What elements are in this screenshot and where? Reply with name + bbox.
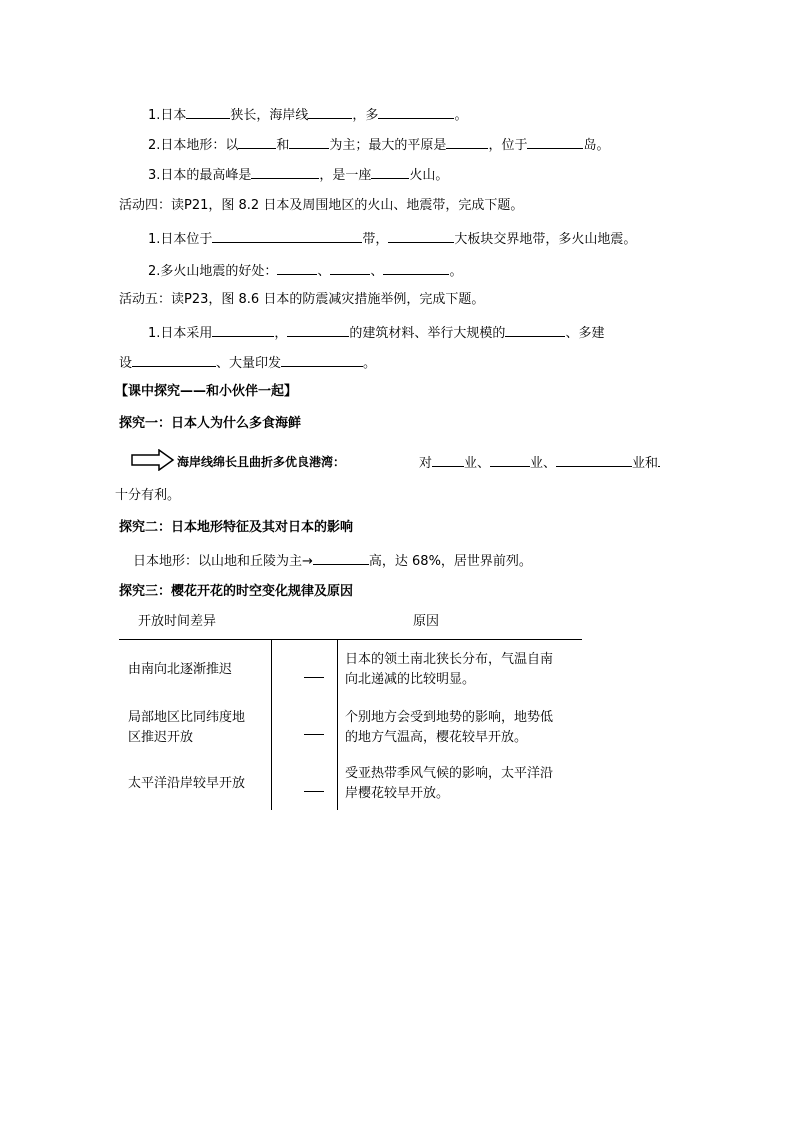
activity-5-q1-line2	[119, 354, 376, 372]
blank[interactable]	[383, 262, 449, 275]
a5q1-text-c: 的建筑材料、举行大规模的	[349, 326, 506, 341]
question-3	[148, 166, 448, 184]
a5q1-text-e: 设	[119, 356, 133, 371]
blank[interactable]	[330, 262, 370, 275]
q1-text-c: ，多	[352, 108, 379, 123]
e2-text-b: 高，达 68%，居世界前列。	[368, 554, 532, 569]
connector-line	[304, 734, 324, 735]
blank[interactable]	[490, 454, 530, 467]
table-divider	[337, 640, 338, 810]
question-1	[148, 106, 467, 124]
activity-5-title: 活动五：读P23，图 8.6 日本的防震减灾措施举例，完成下题。	[119, 292, 485, 307]
explore-header: 【课中探究——和小伙伴一起】	[115, 384, 298, 399]
blank[interactable]	[658, 454, 660, 467]
blank[interactable]	[238, 136, 276, 149]
table-cell-left: 区推迟开放	[128, 730, 194, 745]
table-cell-right: 向北递减的比较明显。	[345, 672, 476, 687]
q3-text-a: 3.日本的最高峰是	[148, 168, 252, 183]
table-cell-left: 局部地区比同纬度地	[128, 710, 246, 725]
activity-4-q2	[148, 262, 462, 280]
q1-text-a: 1.日本	[148, 108, 187, 123]
blank[interactable]	[378, 106, 454, 119]
blank[interactable]	[505, 324, 565, 337]
explore-2-line	[133, 552, 532, 570]
table-cell-right: 日本的领土南北狭长分布，气温自南	[345, 652, 554, 667]
blank[interactable]	[132, 354, 216, 367]
q1-text-d: 。	[454, 108, 468, 123]
table-header-col1: 开放时间差异	[138, 614, 217, 629]
a4q1-text-a: 1.日本位于	[148, 232, 213, 247]
activity-4-q1	[148, 230, 636, 248]
activity-4-title: 活动四：读P21，图 8.2 日本及周围地区的火山、地震带，完成下题。	[119, 198, 524, 213]
blank[interactable]	[388, 230, 454, 243]
q2-text-e: 岛。	[583, 138, 610, 153]
table-cell-right: 受亚热带季风气候的影响，太平洋沿	[345, 766, 554, 781]
blank[interactable]	[186, 106, 230, 119]
activity-5-q1-line1	[148, 324, 604, 342]
a4q2-end: 。	[449, 264, 463, 279]
explore-1-end: 十分有利。	[115, 488, 181, 503]
blank[interactable]	[281, 354, 363, 367]
table-rule	[119, 639, 582, 640]
blank[interactable]	[556, 454, 632, 467]
table-cell-right: 岸樱花较早开放。	[345, 786, 450, 801]
separator: 、	[370, 264, 384, 279]
explore-1-title: 探究一：日本人为什么多食海鲜	[119, 416, 302, 431]
blank[interactable]	[251, 166, 319, 179]
q1-text-b: 狭长，海岸线	[230, 108, 309, 123]
q3-text-c: 火山。	[409, 168, 449, 183]
separator: 、	[317, 264, 331, 279]
blank[interactable]	[308, 106, 352, 119]
blank[interactable]	[212, 324, 274, 337]
a4q1-text-b: 带，	[362, 232, 389, 247]
table-cell-right: 个别地方会受到地势的影响，地势低	[345, 710, 554, 725]
q2-text-b: 和	[276, 138, 290, 153]
a5q1-text-g: 。	[363, 356, 377, 371]
explore-2-title: 探究二：日本地形特征及其对日本的影响	[119, 520, 354, 535]
table-cell-right: 的地方气温高，樱花较早开放。	[345, 730, 528, 745]
table-header-col2: 原因	[413, 614, 440, 629]
table-cell-left: 太平洋沿岸较早开放	[128, 776, 246, 791]
a5q1-text-a: 1.日本采用	[148, 326, 213, 341]
q3-text-b: ，是一座	[319, 168, 372, 183]
explore-1-line-fill	[419, 454, 660, 472]
a4q1-text-c: 大板块交界地带，多火山地震。	[454, 232, 637, 247]
e2-text-a: 日本地形：以山地和丘陵为主→	[133, 554, 313, 569]
e1-dui: 对	[419, 456, 433, 471]
q2-text-d: ，位于	[488, 138, 528, 153]
a5q1-text-b: ，	[274, 326, 288, 341]
question-2	[148, 136, 609, 154]
a5q1-text-d: 、多建	[565, 326, 605, 341]
blank[interactable]	[313, 552, 369, 565]
connector-line	[304, 677, 324, 678]
e1-text: 海岸线绵长且曲折多优良港湾：	[177, 455, 346, 469]
q2-text-a: 2.日本地形：以	[148, 138, 239, 153]
e1-ye2: 业、	[530, 456, 557, 471]
a4q2-text-a: 2.多火山地震的好处：	[148, 264, 278, 279]
connector-line	[304, 791, 324, 792]
blank[interactable]	[527, 136, 583, 149]
blank[interactable]	[289, 136, 329, 149]
blank[interactable]	[287, 324, 349, 337]
blank[interactable]	[212, 230, 362, 243]
blank[interactable]	[432, 454, 464, 467]
blank[interactable]	[371, 166, 409, 179]
explore-3-title: 探究三：樱花开花的时空变化规律及原因	[119, 584, 354, 599]
e1-ye1: 业、	[464, 456, 491, 471]
explore-1-line	[177, 454, 345, 470]
blank[interactable]	[446, 136, 488, 149]
table-divider	[271, 640, 272, 810]
right-arrow-icon	[131, 449, 175, 471]
table-cell-left: 由南向北逐渐推迟	[128, 662, 233, 677]
e1-ye3: 业和	[632, 456, 659, 471]
q2-text-c: 为主；最大的平原是	[329, 138, 447, 153]
blank[interactable]	[277, 262, 317, 275]
a5q1-text-f: 、大量印发	[216, 356, 282, 371]
